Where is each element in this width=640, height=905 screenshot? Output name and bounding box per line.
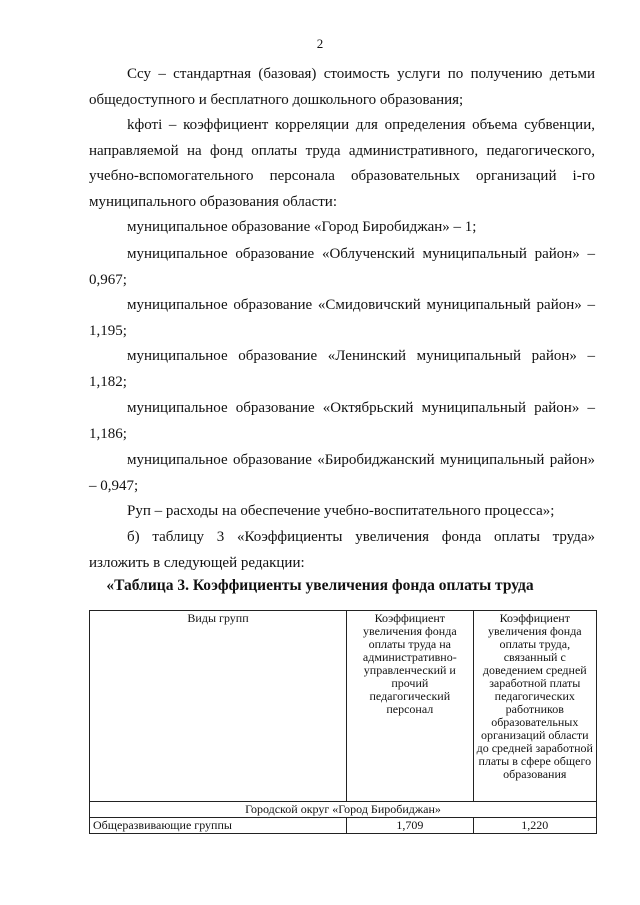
paragraph-oktyabrsky: муниципальное образование «Октябрьский муниципальный район» – 1,186; — [89, 400, 595, 442]
table-row — [90, 818, 597, 834]
header-coef-admin: Коэффициент увеличения фонда оплаты труда на административно-управленческий и прочий педагогический персонал — [347, 611, 474, 802]
header-coef-teacher-salary: Коэффициент увеличения фонда оплаты труда, связанный с доведением средней заработной платы педагогических работников образовательных организаций области до средней заработной платы в сфере общего образования — [473, 611, 596, 802]
table-section-row — [90, 802, 597, 818]
table-title: «Таблица 3. Коэффициенты увеличения фонда оплаты труда — [106, 577, 534, 594]
cell-group: Общеразвивающие группы — [90, 818, 347, 834]
page-number: 2 — [316, 36, 324, 51]
paragraph-leninsky: муниципальное образование «Ленинский муниципальный район» – 1,182; — [89, 348, 595, 390]
paragraph-smidovichsky: муниципальное образование «Смидовичский муниципальный район» – 1,195; — [89, 297, 595, 339]
paragraph-birobidzhan-city: муниципальное образование «Город Биробиджан» – 1; — [127, 219, 477, 235]
paragraph-kfot: kфотi – коэффициент корреляции для определения объема субвенции, направляемой на фонд оплаты труда административного, педагогического, учебно-вспомогательного персонала образовательных организаций i-го муниципального образования области: — [89, 117, 595, 210]
paragraph-birobidzhansky: муниципальное образование «Биробиджанский муниципальный район» – 0,947; — [89, 452, 595, 494]
paragraph-rup: Pуп – расходы на обеспечение учебно-воспитательного процесса»; — [127, 503, 555, 519]
cell-coef2: 1,220 — [473, 818, 596, 834]
cell-coef1: 1,709 — [347, 818, 474, 834]
section-birobidzhan: Городской округ «Город Биробиджан» — [90, 802, 597, 818]
paragraph-table-intro: б) таблицу 3 «Коэффициенты увеличения фонда оплаты труда» изложить в следующей редакции: — [89, 529, 595, 571]
table-header-row — [90, 611, 597, 802]
paragraph-csu: Cсу – стандартная (базовая) стоимость услуги по получению детьми общедоступного и бесплатного дошкольного образования; — [89, 66, 595, 108]
header-group-types: Виды групп — [90, 611, 347, 802]
paragraph-obluchensky: муниципальное образование «Облученский муниципальный район» – 0,967; — [89, 246, 595, 288]
coefficients-table — [89, 610, 597, 834]
